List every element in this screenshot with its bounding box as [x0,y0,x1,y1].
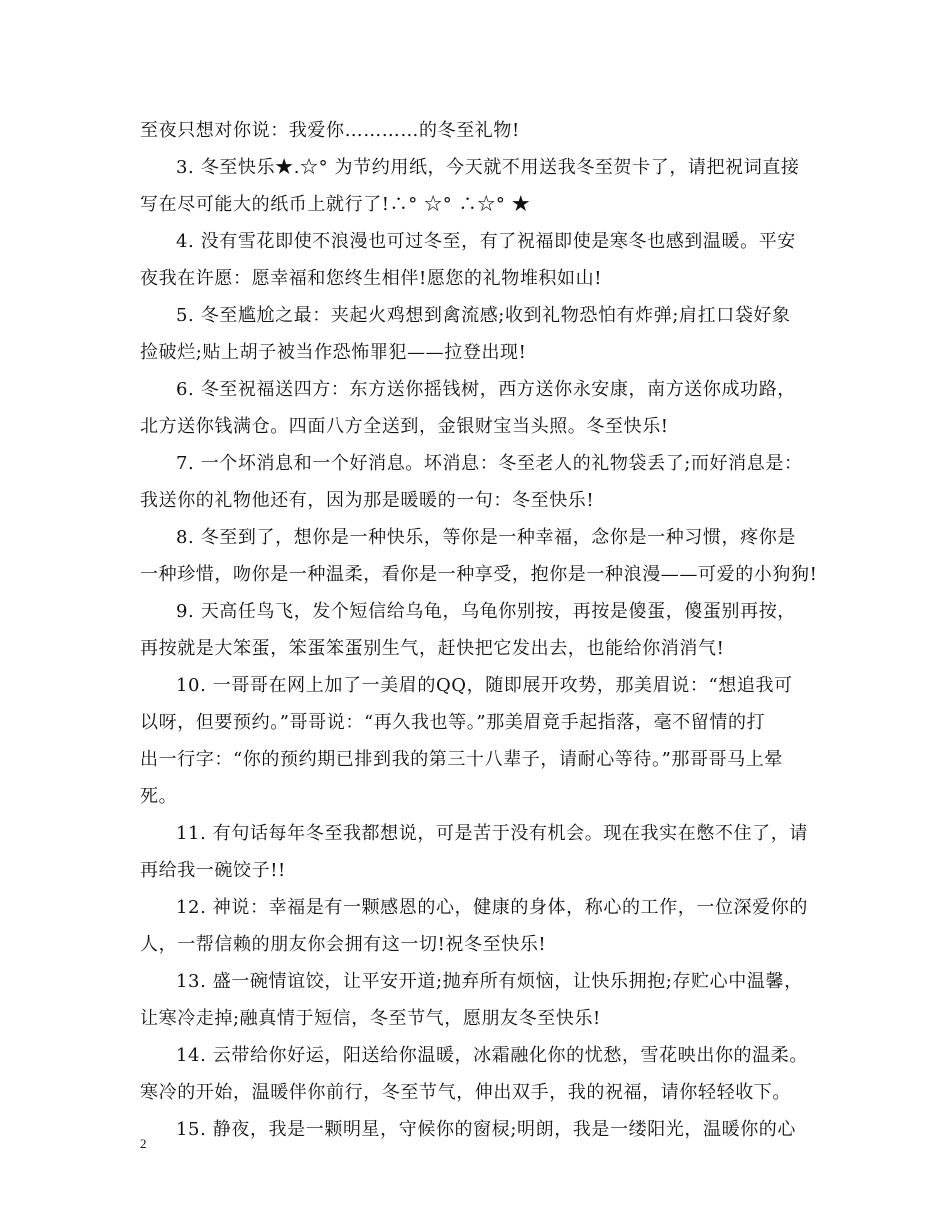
text-line: 寒冷的开始，温暖伴你前行，冬至节气，伸出双手，我的祝福，请你轻轻收下。 [140,1082,791,1103]
text-line: 3. 冬至快乐★.☆° 为节约用纸，今天就不用送我冬至贺卡了，请把祝词直接 [176,157,800,178]
text-line: 11. 有句话每年冬至我都想说，可是苦于没有机会。现在我实在憋不住了，请 [176,823,808,844]
text-line: 让寒冷走掉;融真情于短信，冬至节气，愿朋友冬至快乐! [140,1008,601,1029]
text-line: 9. 天高任鸟飞，发个短信给乌龟，乌龟你别按，再按是傻蛋，傻蛋别再按， [176,601,796,622]
text-line: 8. 冬至到了，想你是一种快乐，等你是一种幸福，念你是一种习惯，疼你是 [176,527,796,548]
text-line: 5. 冬至尴尬之最：夹起火鸡想到禽流感;收到礼物恐怕有炸弹;肩扛口袋好象 [176,305,791,326]
text-line: 再按就是大笨蛋，笨蛋笨蛋别生气，赶快把它发出去，也能给你消消气! [140,638,725,659]
text-line: 12. 神说：幸福是有一颗感恩的心，健康的身体，称心的工作，一位深爱你的 [176,897,808,918]
text-line: 我送你的礼物他还有，因为那是暖暖的一句：冬至快乐! [140,490,595,511]
text-line: 一种珍惜，吻你是一种温柔，看你是一种享受，抱你是一种浪漫——可爱的小狗狗! [140,564,818,585]
text-line: 13. 盛一碗情谊饺，让平安开道;抛弃所有烦恼，让快乐拥抱;存贮心中温馨， [176,971,803,992]
text-line: 写在尽可能大的纸币上就行了!∴° ☆° ∴☆° ★ [140,194,531,215]
text-line: 4. 没有雪花即使不浪漫也可过冬至，有了祝福即使是寒冬也感到温暖。平安 [176,231,796,252]
text-line: 出一行字：“你的预约期已排到我的第三十八辈子，请耐心等待。”那哥哥马上晕 [140,749,784,770]
text-line: 至夜只想对你说：我爱你…………的冬至礼物! [140,120,520,141]
text-line: 14. 云带给你好运，阳送给你温暖，冰霜融化你的忧愁，雪花映出你的温柔。 [176,1045,808,1066]
text-line: 10. 一哥哥在网上加了一美眉的QQ，随即展开攻势，那美眉说：“想追我可 [176,675,793,696]
text-line: 夜我在许愿：愿幸福和您终生相伴!愿您的礼物堆积如山! [140,268,603,289]
text-line: 7. 一个坏消息和一个好消息。坏消息：冬至老人的礼物袋丢了;而好消息是： [176,453,803,474]
text-line: 捡破烂;贴上胡子被当作恐怖罪犯——拉登出现! [140,342,527,363]
text-line: 北方送你钱满仓。四面八方全送到，金银财宝当头照。冬至快乐! [140,416,669,437]
document-body [140,112,820,1148]
text-line: 再给我一碗饺子!! [140,860,286,881]
text-line: 15. 静夜，我是一颗明星，守候你的窗棂;明朗，我是一缕阳光，温暖你的心 [176,1119,797,1140]
text-line: 死。 [140,786,178,807]
text-line: 6. 冬至祝福送四方：东方送你摇钱树，西方送你永安康，南方送你成功路， [176,379,796,400]
text-line: 以呀，但要预约。”哥哥说：“再久我也等。”那美眉竟手起指落，毫不留情的打 [140,712,766,733]
page-number: 2 [140,1136,147,1151]
text-line: 人，一帮信赖的朋友你会拥有这一切!祝冬至快乐! [140,934,547,955]
